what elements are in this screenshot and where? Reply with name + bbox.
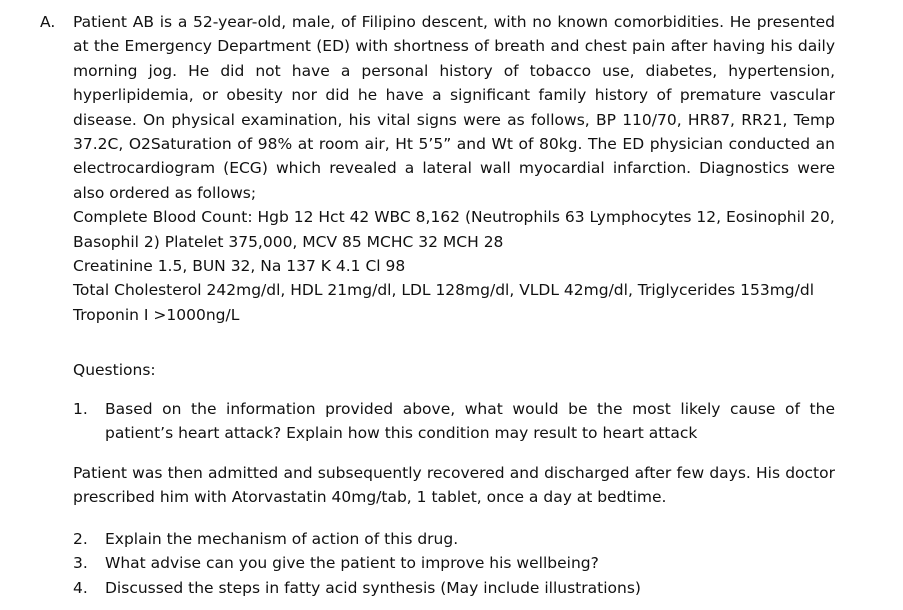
case-paragraph: Patient AB is a 52-year-old, male, of Filipino descent, with no known comorbidities. He presented at the Emergency Department (ED) with shortness of breath and chest pain after having his daily morning jog. He did not have a personal history of tobacco use, diabetes, hypertension, hyperlipidemia, or obesity nor did he have a significant family history of premature vascular disease. On physical examination, his vital signs were as follows, BP 110/70, HR87, RR21, Temp 37.2C, O2Saturation of 98% at room air, Ht 5’5” and Wt of 80kg. The ED physician conducted an electrocardiogram (ECG) which revealed a lateral wall myocardial infarction. Diagnostics were also ordered as follows; bbox=[73, 13, 835, 202]
case-description bbox=[73, 10, 835, 327]
question-item-3 bbox=[73, 551, 835, 575]
question-number: 2. bbox=[73, 530, 88, 548]
lab-results-cbc: Complete Blood Count: Hgb 12 Hct 42 WBC 8,162 (Neutrophils 63 Lymphocytes 12, Eosinophil 20, Basophil 2) Platelet 375,000, MCV 85 MCHC 32 MCH 28 bbox=[73, 208, 835, 251]
question-item-1 bbox=[73, 397, 835, 446]
question-text: Discussed the steps in fatty acid synthesis (May include illustrations) bbox=[105, 578, 641, 597]
question-item-4 bbox=[73, 576, 835, 600]
question-text: Based on the information provided above, what would be the most likely cause of the patient’s heart attack? Explain how this condition may result to heart attack bbox=[105, 400, 835, 443]
lab-results-renal: Creatinine 1.5, BUN 32, Na 137 K 4.1 Cl 98 bbox=[73, 257, 406, 276]
question-number: 1. bbox=[73, 400, 88, 418]
section-marker: A. bbox=[40, 13, 56, 31]
questions-heading: Questions: bbox=[73, 361, 156, 379]
lab-results-troponin: Troponin I >1000ng/L bbox=[73, 305, 240, 324]
question-number: 4. bbox=[73, 578, 88, 597]
lab-results-lipid: Total Cholesterol 242mg/dl, HDL 21mg/dl, LDL 128mg/dl, VLDL 42mg/dl, Triglycerides 153mg/dl bbox=[73, 281, 815, 300]
question-list bbox=[73, 527, 835, 600]
question-number: 3. bbox=[73, 554, 88, 573]
question-text: What advise can you give the patient to improve his wellbeing? bbox=[105, 554, 599, 573]
question-text: Explain the mechanism of action of this drug. bbox=[105, 530, 459, 548]
followup-paragraph: Patient was then admitted and subsequently recovered and discharged after few days. His doctor prescribed him with Atorvastatin 40mg/tab, 1 tablet, once a day at bedtime. bbox=[73, 464, 835, 507]
question-item-2 bbox=[73, 527, 835, 551]
